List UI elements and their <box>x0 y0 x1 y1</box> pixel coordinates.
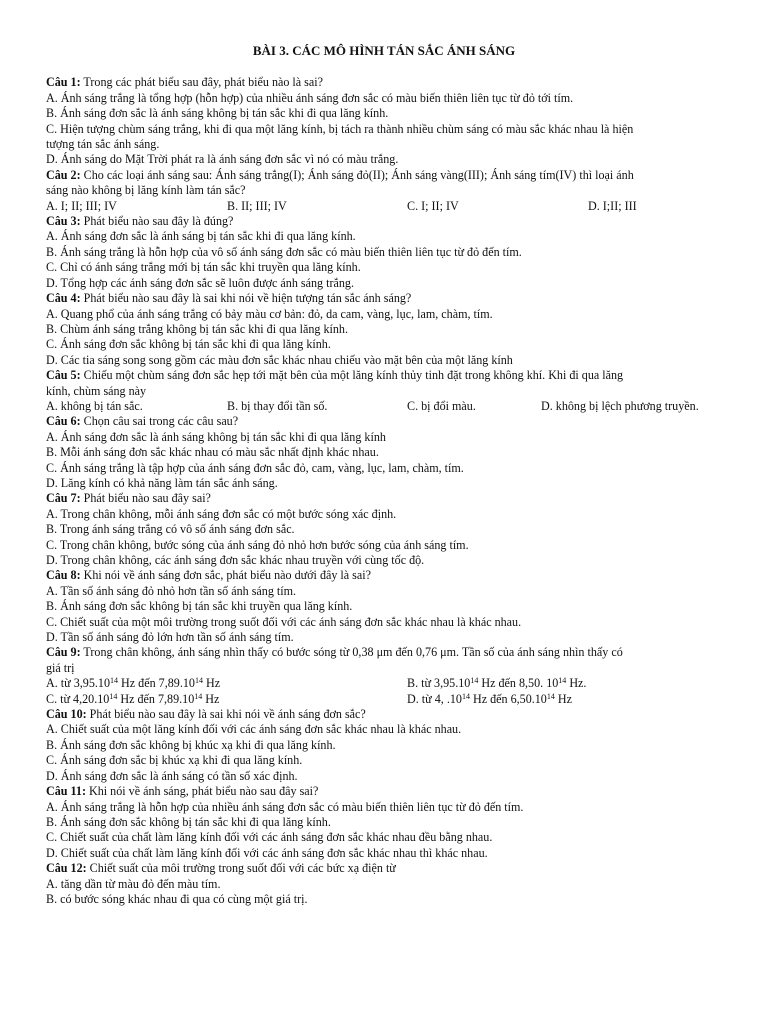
question-text: Chọn câu sai trong các câu sau? <box>80 414 239 429</box>
options-row <box>46 676 722 691</box>
option-c: C. Chiết suất của chất làm lăng kính đối với các ánh sáng đơn sắc khác nhau đều bằng nhau. <box>46 830 493 845</box>
option-c: C. Ánh sáng đơn sắc bị khúc xạ khi đi qua lăng kính. <box>46 753 303 768</box>
option-d: D. I;II; III <box>588 198 637 213</box>
option-d: D. Tần số ánh sáng đỏ lớn hơn tần số ánh sáng tím. <box>46 630 294 645</box>
question-2 <box>46 168 722 214</box>
option-a: A. Ánh sáng đơn sắc là ánh sáng không bị tán sắc khi đi qua lăng kính <box>46 429 386 444</box>
option-d: D. Các tia sáng song song gồm các màu đơn sắc khác nhau chiếu vào mặt bên của một lăng kính <box>46 352 513 367</box>
question-text: Khi nói về ánh sáng, phát biểu nào sau đây sai? <box>85 784 319 799</box>
option-d: D. Trong chân không, các ánh sáng đơn sắc khác nhau truyền với cùng tốc độ. <box>46 553 425 567</box>
option-b: B. Ánh sáng trắng là hỗn hợp của vô số ánh sáng đơn sắc có màu biến thiên liên tục từ đỏ đến tím. <box>46 244 522 259</box>
question-text: Trong chân không, ánh sáng nhìn thấy có bước sóng từ 0,38 μm đến 0,76 μm. Tần số của ánh sáng nhìn thấy có <box>80 645 623 660</box>
question-12 <box>46 861 722 907</box>
option-a: A. Ánh sáng trắng là hỗn hợp của nhiều ánh sáng đơn sắc có màu biến thiên liên tục từ đỏ đến tím. <box>46 799 524 814</box>
question-number: Câu 8: <box>46 568 81 583</box>
question-stem <box>46 645 722 660</box>
option-d: D. từ 4, $.10^{14}$ Hz đến 6,50.10$^{14}$ Hz <box>407 691 572 706</box>
question-stem <box>46 291 722 306</box>
page-title: BÀI 3. CÁC MÔ HÌNH TÁN SẮC ÁNH SÁNG <box>252 43 516 58</box>
question-4 <box>46 291 722 368</box>
question-number: Câu 7: <box>46 491 81 506</box>
question-number: Câu 10: <box>46 707 87 722</box>
option-d: D. Ánh sáng đơn sắc là ánh sáng có tần số xác định. <box>46 768 298 783</box>
question-number: Câu 1: <box>46 75 81 90</box>
option-b: B. Chùm ánh sáng trắng không bị tán sắc khi đi qua lăng kính. <box>46 321 348 336</box>
question-text: Phát biểu nào sau đây sai? <box>80 491 211 506</box>
option-b: B. từ 3,95.10$^{14}$ Hz đến 8,50. $10^{14}$ Hz. <box>407 676 587 691</box>
option-c: C. Trong chân không, bước sóng của ánh sáng đỏ nhỏ hơn bước sóng của ánh sáng tím. <box>46 537 469 552</box>
question-text: Phát biểu nào sau đây là sai khi nói về ánh sáng đơn sắc? <box>86 707 366 722</box>
question-stem <box>46 368 722 383</box>
question-7 <box>46 491 722 568</box>
question-text: Phát biểu nào sau đây là đúng? <box>80 214 234 229</box>
option-c-continued: tượng tán sắc ánh sáng. <box>46 137 160 152</box>
option-b: B. Ánh sáng đơn sắc không bị tán sắc khi đi qua lăng kính. <box>46 814 331 829</box>
question-text: Phát biểu nào sau đây là sai khi nói về hiện tượng tán sắc ánh sáng? <box>80 291 412 306</box>
question-9 <box>46 645 722 707</box>
question-11 <box>46 784 722 861</box>
question-number: Câu 9: <box>46 645 81 660</box>
question-stem <box>46 214 722 229</box>
question-stem <box>46 414 722 429</box>
option-b: B. Ánh sáng đơn sắc là ánh sáng không bị tán sắc khi đi qua lăng kính. <box>46 106 389 121</box>
question-8 <box>46 568 722 645</box>
option-a: A. Quang phổ của ánh sáng trắng có bảy màu cơ bản: đỏ, da cam, vàng, lục, lam, chàm, tím. <box>46 306 493 321</box>
option-b: B. Trong ánh sáng trắng có vô số ánh sáng đơn sắc. <box>46 522 295 537</box>
question-10 <box>46 707 722 784</box>
option-b: B. bị thay đổi tần số. <box>227 398 328 413</box>
question-text: Chiếu một chùm sáng đơn sắc hẹp tới mặt bên của một lăng kính thủy tinh đặt trong không khí. Khi đi qua lăng <box>80 368 624 383</box>
option-c: C. Chỉ có ánh sáng trắng mới bị tán sắc khi truyền qua lăng kính. <box>46 260 361 275</box>
question-stem <box>46 491 722 506</box>
option-d: D. Lăng kính có khả năng làm tán sắc ánh sáng. <box>46 475 278 490</box>
question-text-continued: giá trị <box>46 660 75 675</box>
option-c: C. Ánh sáng đơn sắc không bị tán sắc khi đi qua lăng kính. <box>46 337 331 352</box>
options-row <box>46 692 722 707</box>
option-a: A. Tần số ánh sáng đỏ nhỏ hơn tần số ánh sáng tím. <box>46 583 297 598</box>
option-c: C. Hiện tượng chùm sáng trắng, khi đi qua một lăng kính, bị tách ra thành nhiều chùm sáng có màu sắc khác nhau là hiện <box>46 121 634 136</box>
option-a: A. không bị tán sắc. <box>46 398 143 413</box>
option-b: B. Mỗi ánh sáng đơn sắc khác nhau có màu sắc nhất định khác nhau. <box>46 445 379 460</box>
question-number: Câu 5: <box>46 368 81 383</box>
option-a: A. Ánh sáng đơn sắc là ánh sáng bị tán sắc khi đi qua lăng kính. <box>46 229 356 244</box>
question-6 <box>46 414 722 491</box>
options-row <box>46 399 722 414</box>
question-text: Khi nói về ánh sáng đơn sắc, phát biểu nào dưới đây là sai? <box>80 568 371 583</box>
option-c: C. I; II; IV <box>407 198 459 213</box>
question-number: Câu 3: <box>46 214 81 229</box>
question-number: Câu 4: <box>46 291 81 306</box>
options-row <box>46 199 722 214</box>
question-stem <box>46 707 722 722</box>
question-stem <box>46 568 722 583</box>
option-c: C. Ánh sáng trắng là tập hợp của ánh sáng đơn sắc đỏ, cam, vàng, lục, lam, chàm, tím. <box>46 460 464 475</box>
option-c: C. Chiết suất của một môi trường trong suốt đối với các ánh sáng đơn sắc khác nhau là khác nhau. <box>46 614 522 629</box>
option-a: A. Trong chân không, mỗi ánh sáng đơn sắc có một bước sóng xác định. <box>46 506 397 521</box>
question-number: Câu 11: <box>46 784 86 799</box>
option-b: B. Ánh sáng đơn sắc không bị khúc xạ khi đi qua lăng kính. <box>46 737 336 752</box>
question-stem <box>46 861 722 876</box>
question-text: Cho các loại ánh sáng sau: Ánh sáng trắng(I); Ánh sáng đỏ(II); Ánh sáng vàng(III); Ánh sáng tím(IV) thì loại ánh <box>80 167 634 182</box>
option-b: B. Ánh sáng đơn sắc không bị tán sắc khi truyền qua lăng kính. <box>46 599 353 614</box>
question-number: Câu 6: <box>46 414 81 429</box>
option-a: A. từ 3,95.10$^{14}$ Hz đến 7,89.10$^{14}$ Hz <box>46 676 221 691</box>
option-c: C. từ 4,20.10$^{14}$ Hz đến 7,89.10$^{14}$ Hz <box>46 691 220 706</box>
question-stem <box>46 75 722 90</box>
option-b: B. có bước sóng khác nhau đi qua có cùng một giá trị. <box>46 891 308 906</box>
option-c: C. bị đổi màu. <box>407 398 476 413</box>
option-a: A. I; II; III; IV <box>46 198 117 213</box>
question-3 <box>46 214 722 291</box>
option-d: D. Tổng hợp các ánh sáng đơn sắc sẽ luôn được ánh sáng trắng. <box>46 275 354 290</box>
question-text: Chiết suất của môi trường trong suốt đối với các bức xạ điện từ <box>86 861 396 876</box>
question-text-continued: sáng nào không bị lăng kính làm tán sắc? <box>46 183 246 198</box>
question-text: Trong các phát biểu sau đây, phát biểu nào là sai? <box>80 75 323 90</box>
question-stem <box>46 784 722 799</box>
question-1 <box>46 75 722 167</box>
question-number: Câu 2: <box>46 167 81 182</box>
option-a: A. tăng dần từ màu đỏ đến màu tím. <box>46 876 221 891</box>
option-d: D. không bị lệch phương truyền. <box>541 398 699 413</box>
question-text-continued: kính, chùm sáng này <box>46 383 147 398</box>
option-d: D. Chiết suất của chất làm lăng kính đối với các ánh sáng đơn sắc khác nhau thì khác nhau. <box>46 845 488 860</box>
option-a: A. Chiết suất của một lăng kính đối với các ánh sáng đơn sắc khác nhau là khác nhau. <box>46 722 462 737</box>
question-5 <box>46 368 722 414</box>
option-b: B. II; III; IV <box>227 198 287 213</box>
question-stem <box>46 168 722 183</box>
option-d: D. Ánh sáng do Mặt Trời phát ra là ánh sáng đơn sắc vì nó có màu trắng. <box>46 152 399 167</box>
question-number: Câu 12: <box>46 861 87 876</box>
option-a: A. Ánh sáng trắng là tổng hợp (hỗn hợp) của nhiều ánh sáng đơn sắc có màu biến thiên liên tục từ đỏ tới tím. <box>46 90 574 105</box>
